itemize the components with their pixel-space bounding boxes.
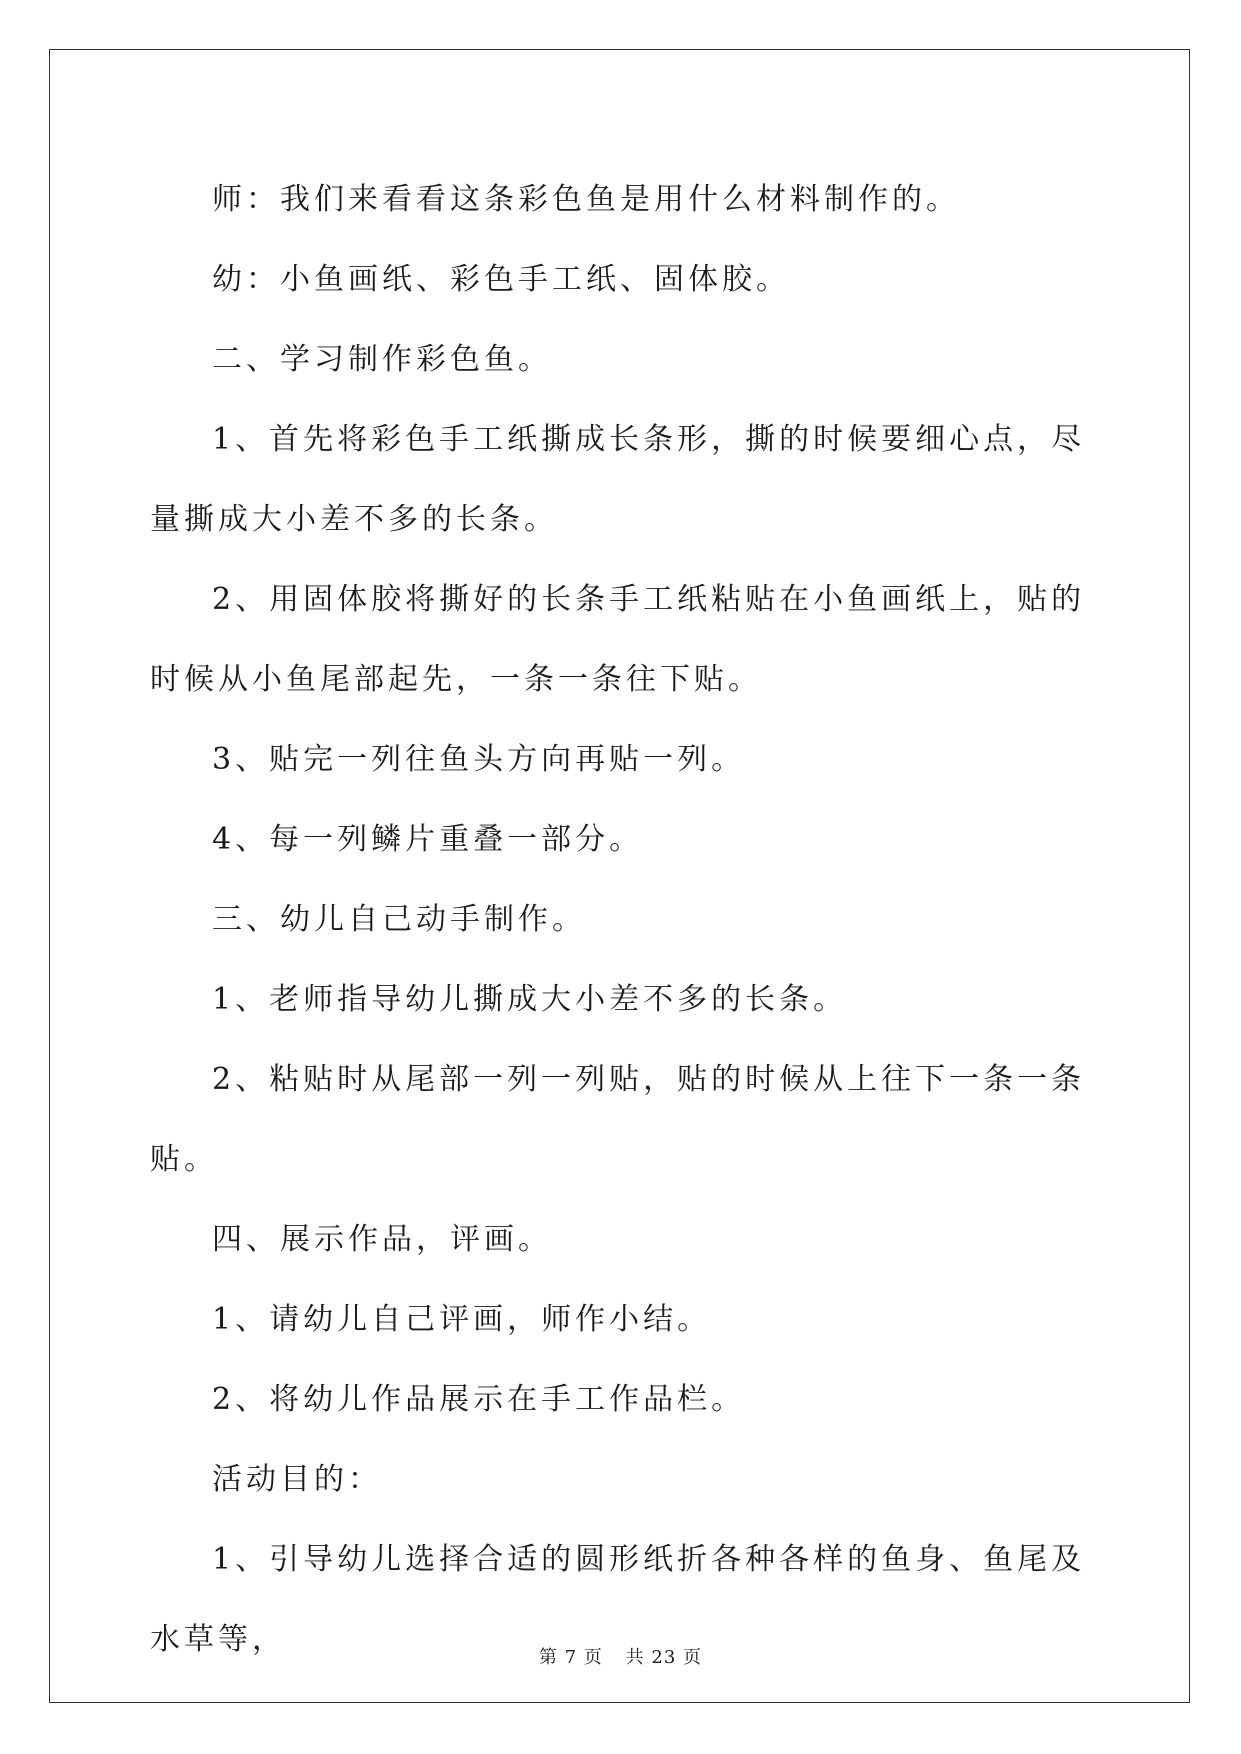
page-footer — [0, 1643, 1241, 1669]
section-heading: 四、展示作品，评画。 — [212, 1222, 552, 1257]
paragraph: 1、引导幼儿选择合适的圆形纸折各种各样的鱼身、鱼尾及水草等， — [150, 1542, 1086, 1657]
section-heading: 三、幼儿自己动手制作。 — [212, 902, 586, 937]
paragraph: 2、将幼儿作品展示在手工作品栏。 — [212, 1382, 746, 1417]
paragraph: 3、贴完一列往鱼头方向再贴一列。 — [212, 742, 746, 777]
section-heading: 二、学习制作彩色鱼。 — [212, 342, 552, 377]
paragraph: 师：我们来看看这条彩色鱼是用什么材料制作的。 — [212, 182, 960, 217]
paragraph: 1、请幼儿自己评画，师作小结。 — [212, 1302, 712, 1337]
section-heading: 活动目的： — [212, 1462, 382, 1497]
paragraph: 幼：小鱼画纸、彩色手工纸、固体胶。 — [212, 262, 790, 297]
paragraph: 2、粘贴时从尾部一列一列贴，贴的时候从上往下一条一条贴。 — [150, 1062, 1086, 1177]
paragraph: 2、用固体胶将撕好的长条手工纸粘贴在小鱼画纸上，贴的时候从小鱼尾部起先，一条一条往下贴。 — [150, 582, 1086, 697]
document-body — [150, 160, 1095, 1680]
paragraph: 4、每一列鳞片重叠一部分。 — [212, 822, 644, 857]
page-total: 共 23 页 — [625, 1647, 702, 1668]
page-number: 第 7 页 — [539, 1647, 603, 1668]
paragraph: 1、老师指导幼儿撕成大小差不多的长条。 — [212, 982, 848, 1017]
paragraph: 1、首先将彩色手工纸撕成长条形，撕的时候要细心点，尽量撕成大小差不多的长条。 — [150, 422, 1086, 537]
